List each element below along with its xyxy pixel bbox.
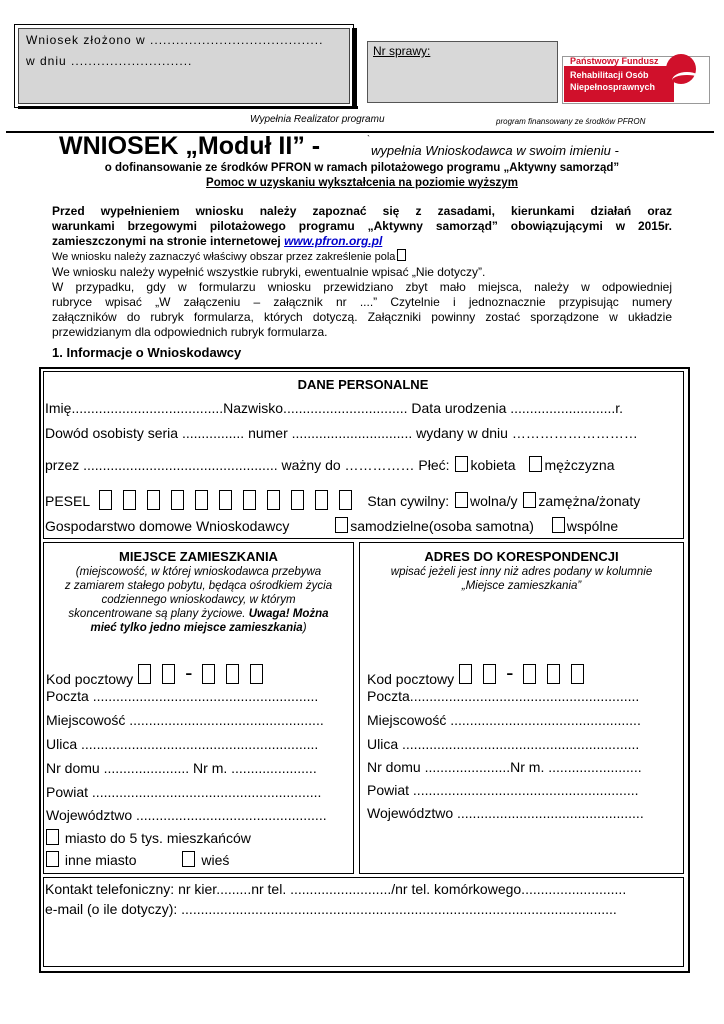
residence-street[interactable]: Ulica ............................................................. [46,736,319,752]
town-other-row [44,851,229,868]
filled-by-note: Wypełnia Realizator programu [250,114,385,125]
correspondence-note [361,565,682,593]
residence-postal-row [46,660,269,687]
pesel-digit-9[interactable] [291,490,304,510]
residence-note4-text: skoncentrowane są plany życiowe. [68,608,249,620]
residence-note [43,565,354,635]
postal-dash-2: - [506,660,514,685]
household-row [45,517,618,534]
residence-title: MIEJSCE ZAMIESZKANIA [119,549,278,564]
email-row[interactable]: e-mail (o ile dotyczy): ................................................................................................................ [45,901,617,917]
residence-note5-paren: ) [302,622,307,634]
correspondence-note1: wpisać jeżeli jest inny niż adres podany w kolumnie [390,566,653,578]
pesel-digit-7[interactable] [243,490,256,510]
residence-post[interactable]: Poczta .......................................................... [46,688,319,704]
correspondence-postal-3[interactable] [523,664,536,684]
gender-male-label: mężczyzna [544,457,615,473]
residence-postal-3[interactable] [202,664,215,684]
form-title: WNIOSEK „Moduł II” - [59,132,321,160]
correspondence-postal-1[interactable] [459,664,472,684]
intro-line1: Przed wypełnieniem wniosku należy zapoznać się z zasadami, kierunkami działań oraz [52,204,672,218]
residence-note2: z zamiarem stałego pobytu, będąca ośrodkiem życia [64,580,333,592]
town-small-label: miasto do 5 tys. mieszkańców [64,830,251,846]
gender-male-checkbox[interactable] [529,456,542,472]
household-shared-checkbox[interactable] [552,517,565,533]
section1-heading: 1. Informacje o Wnioskodawcy [52,345,242,360]
pesel-label: PESEL [45,493,90,509]
civil-single-checkbox[interactable] [455,492,468,508]
residence-city[interactable]: Miejscowość .................................................. [46,712,324,728]
pesel-digit-1[interactable] [99,490,112,510]
residence-postal-5[interactable] [250,664,263,684]
pesel-digit-3[interactable] [147,490,160,510]
logo-line2: Rehabilitacji Osób [570,70,649,80]
household-shared-label: wspólne [566,518,619,534]
correspondence-street[interactable]: Ulica ............................................................. [367,736,640,752]
town-small-checkbox[interactable] [46,829,59,845]
correspondence-postal-2[interactable] [483,664,496,684]
village-checkbox[interactable] [182,851,195,867]
example-checkbox-icon [397,249,406,261]
household-alone-checkbox[interactable] [335,517,348,533]
postal-dash: - [185,660,193,685]
correspondence-postal-4[interactable] [547,664,560,684]
pfron-logo-wave-icon [672,72,702,89]
pfron-website-link[interactable]: www.pfron.org.pl [284,234,383,248]
personal-data-section [43,371,684,539]
civil-status-label: Stan cywilny: [367,493,450,509]
correspondence-voivodeship[interactable]: Województwo ................................................ [367,805,644,821]
town-other-label: inne miasto [64,852,137,868]
correspondence-note2: „Miejsce zamieszkania” [461,580,582,592]
household-alone-label: samodzielne(osoba samotna) [350,518,534,534]
residence-note1: (miejscowość, w której wnioskodawca przebywa [75,566,322,578]
financed-note: program finansowany ze środków PFRON [496,117,646,126]
submitted-date[interactable]: w dniu ............................ [26,54,193,68]
intro-line2: warunkami brzegowymi pilotażowego programu „Aktywny samorząd” obowiązującymi w 2015r. [52,219,672,233]
residence-house[interactable]: Nr domu ...................... Nr m. ...................... [46,760,317,776]
pesel-digit-6[interactable] [219,490,232,510]
residence-postal-2[interactable] [162,664,175,684]
gender-female-label: kobieta [470,457,516,473]
correspondence-title: ADRES DO KORESPONDENCJI [424,549,619,564]
civil-married-label: zamężna/żonaty [538,493,641,509]
correspondence-county[interactable]: Powiat .......................................................... [367,782,639,798]
residence-postal-1[interactable] [138,664,151,684]
town-other-checkbox[interactable] [46,851,59,867]
pesel-digit-2[interactable] [123,490,136,510]
intro-line7: rubryce wpisać „W załączeniu – załącznik nr ....” Czytelnie i jednoznacznie przypisując numery [52,295,672,309]
pesel-digit-10[interactable] [315,490,328,510]
logo-line3: Niepełnosprawnych [570,82,656,92]
intro-line4-text: We wniosku należy zaznaczyć właściwy obszar przez zakreślenie pola [52,251,396,263]
residence-postal-label: Kod pocztowy [46,671,134,687]
submitted-at[interactable]: Wniosek złożono w ........................................ [26,33,324,47]
personal-data-title: DANE PERSONALNE [297,377,429,392]
correspondence-postal-5[interactable] [571,664,584,684]
title-tick: ` [367,134,370,144]
title-fill-note: wypełnia Wnioskodawca w swoim imieniu - [371,143,619,158]
residence-warning: Uwaga! Można [248,608,329,620]
pesel-digit-11[interactable] [339,490,352,510]
intro-line9: przewidzianym dla odpowiednich rubryk formularza. [52,325,328,339]
pesel-digit-8[interactable] [267,490,280,510]
residence-county[interactable]: Powiat ........................................................... [46,784,322,800]
intro-line4 [52,249,408,263]
form-subtitle-program: Pomoc w uzyskaniu wykształcenia na poziomie wyższym [206,177,518,189]
gender-female-checkbox[interactable] [455,456,468,472]
residence-postal-4[interactable] [226,664,239,684]
phone-row[interactable]: Kontakt telefoniczny: nr kier.........nr tel. ........................../nr tel. komórkowego........................... [45,881,627,897]
correspondence-postal-label: Kod pocztowy [367,671,455,687]
pesel-row [45,490,640,510]
submission-box-shadow-side [352,28,357,109]
household-label: Gospodarstwo domowe Wnioskodawcy [45,518,290,534]
id-issuer-text[interactable]: przez .................................................. ważny do …………… Płeć: [45,457,450,473]
civil-married-checkbox[interactable] [523,492,536,508]
residence-note4 [43,607,354,621]
intro-line5: We wniosku należy wypełnić wszystkie rubryki, ewentualnie wpisać „Nie dotyczy”. [52,265,486,279]
correspondence-house[interactable]: Nr domu ......................Nr m. ........................ [367,759,642,775]
correspondence-postal-row [367,660,590,687]
residence-voivodeship[interactable]: Województwo ................................................. [46,807,327,823]
residence-note3: codziennego wnioskodawcy, w którym [101,594,296,606]
intro-line3 [52,234,382,248]
civil-single-label: wolna/y [470,493,518,509]
id-issuer-row [45,456,615,473]
residence-note5 [43,621,354,635]
pesel-digit-4[interactable] [171,490,184,510]
name-birth-row[interactable]: Imię.......................................Nazwisko................................ Data urodzenia ...........................r. [45,400,624,416]
intro-line8: załączników do rubryk formularza, których dotyczą. Załączniki powinny zostać sporządzone w układzie [52,310,672,324]
submission-box-shadow [18,106,358,109]
logo-line1: Państwowy Fundusz [570,56,659,66]
id-document-row[interactable]: Dowód osobisty seria ................ numer ............................... wydany w dniu ……………………… [45,425,638,441]
village-label: wieś [201,852,230,868]
form-subtitle: o dofinansowanie ze środków PFRON w ramach pilotażowego programu „Aktywny samorząd” [104,162,620,174]
town-small-row [44,829,251,846]
correspondence-post[interactable]: Poczta........................................................... [367,688,640,704]
intro-line6: W przypadku, gdy w formularzu wniosku przewidziano zbyt mało miejsca, należy w odpowiedniej [52,280,672,294]
correspondence-city[interactable]: Miejscowość ................................................. [367,712,641,728]
case-number-label: Nr sprawy: [373,44,431,58]
residence-warning2: mieć tylko jedno miejsce zamieszkania [90,622,303,634]
pesel-digit-5[interactable] [195,490,208,510]
intro-line3-text: zamieszczonymi na stronie internetowej [52,234,285,248]
